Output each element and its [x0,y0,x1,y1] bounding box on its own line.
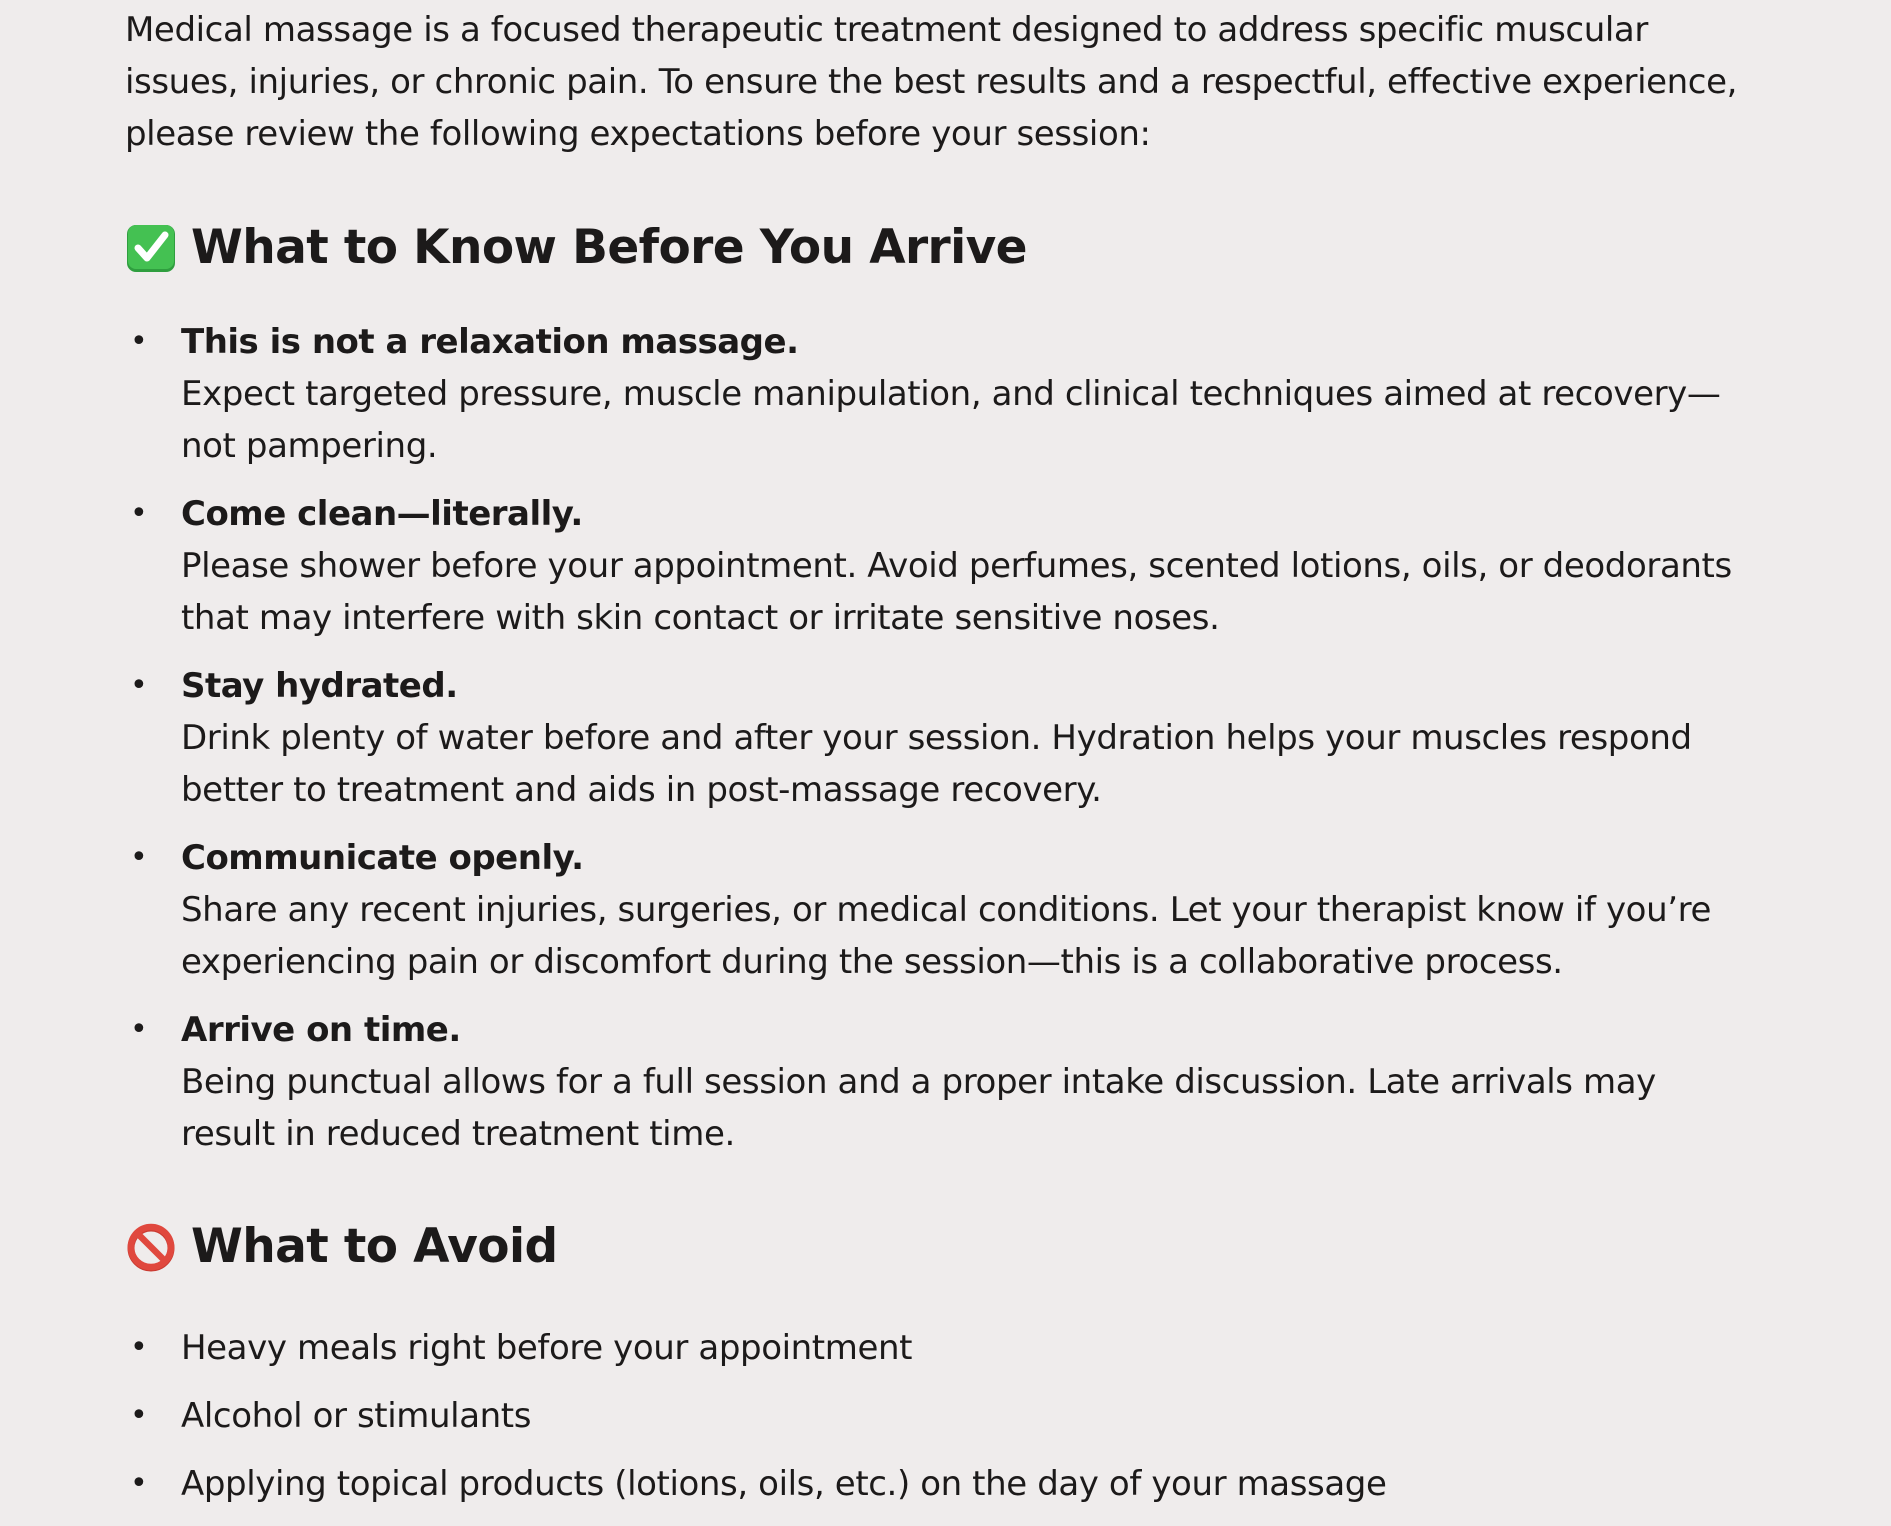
item-title: Come clean—literally. [181,494,583,534]
item-title: Stay hydrated. [181,666,458,706]
item-body: Being punctual allows for a full session and a proper intake discussion. Late arrivals may result in reduced treatment time. [181,1062,1656,1154]
list-item [125,1390,1745,1442]
list-item [125,488,1745,644]
know-list [125,316,1745,1160]
item-body: Share any recent injuries, surgeries, or medical conditions. Let your therapist know if you’re experiencing pain or discomfort during the session—this is a collaborative process. [181,890,1711,982]
bullet: • [130,1398,148,1433]
bullet: • [130,1330,148,1365]
list-item [125,1458,1745,1510]
list-item [125,660,1745,816]
section-title-know: What to Know Before You Arrive [191,220,1027,275]
avoid-item-text: Applying topical products (lotions, oils, etc.) on the day of your massage [181,1464,1387,1504]
prohibited-icon [125,1221,177,1273]
section-title-avoid: What to Avoid [191,1219,558,1274]
bullet: • [130,1012,148,1047]
bullet: • [130,496,148,531]
item-title: Arrive on time. [181,1010,461,1050]
bullet: • [130,1466,148,1501]
bullet: • [130,668,148,703]
item-title: This is not a relaxation massage. [181,322,799,362]
item-body: Expect targeted pressure, muscle manipulation, and clinical techniques aimed at recovery—not pampering. [181,374,1721,466]
avoid-item-text: Alcohol or stimulants [181,1396,532,1436]
check-mark-button-icon [125,222,177,274]
item-title: Communicate openly. [181,838,584,878]
section-heading-know [125,218,1745,278]
item-body: Drink plenty of water before and after your session. Hydration helps your muscles respond better to treatment and aids in post-massage recovery. [181,718,1692,810]
item-body: Please shower before your appointment. Avoid perfumes, scented lotions, oils, or deodorants that may interfere with skin contact or irritate sensitive noses. [181,546,1732,638]
list-item [125,832,1745,988]
intro-paragraph: Medical massage is a focused therapeutic treatment designed to address specific muscular issues, injuries, or chronic pain. To ensure the best results and a respectful, effective experience, please review the following expectations before your session: [125,10,1738,154]
avoid-list [125,1322,1745,1510]
avoid-item-text: Heavy meals right before your appointment [181,1328,913,1368]
document [125,0,1745,1526]
bullet: • [130,840,148,875]
list-item [125,1004,1745,1160]
list-item [125,1322,1745,1374]
section-heading-avoid [125,1217,1745,1277]
list-item [125,316,1745,472]
bullet: • [130,324,148,359]
